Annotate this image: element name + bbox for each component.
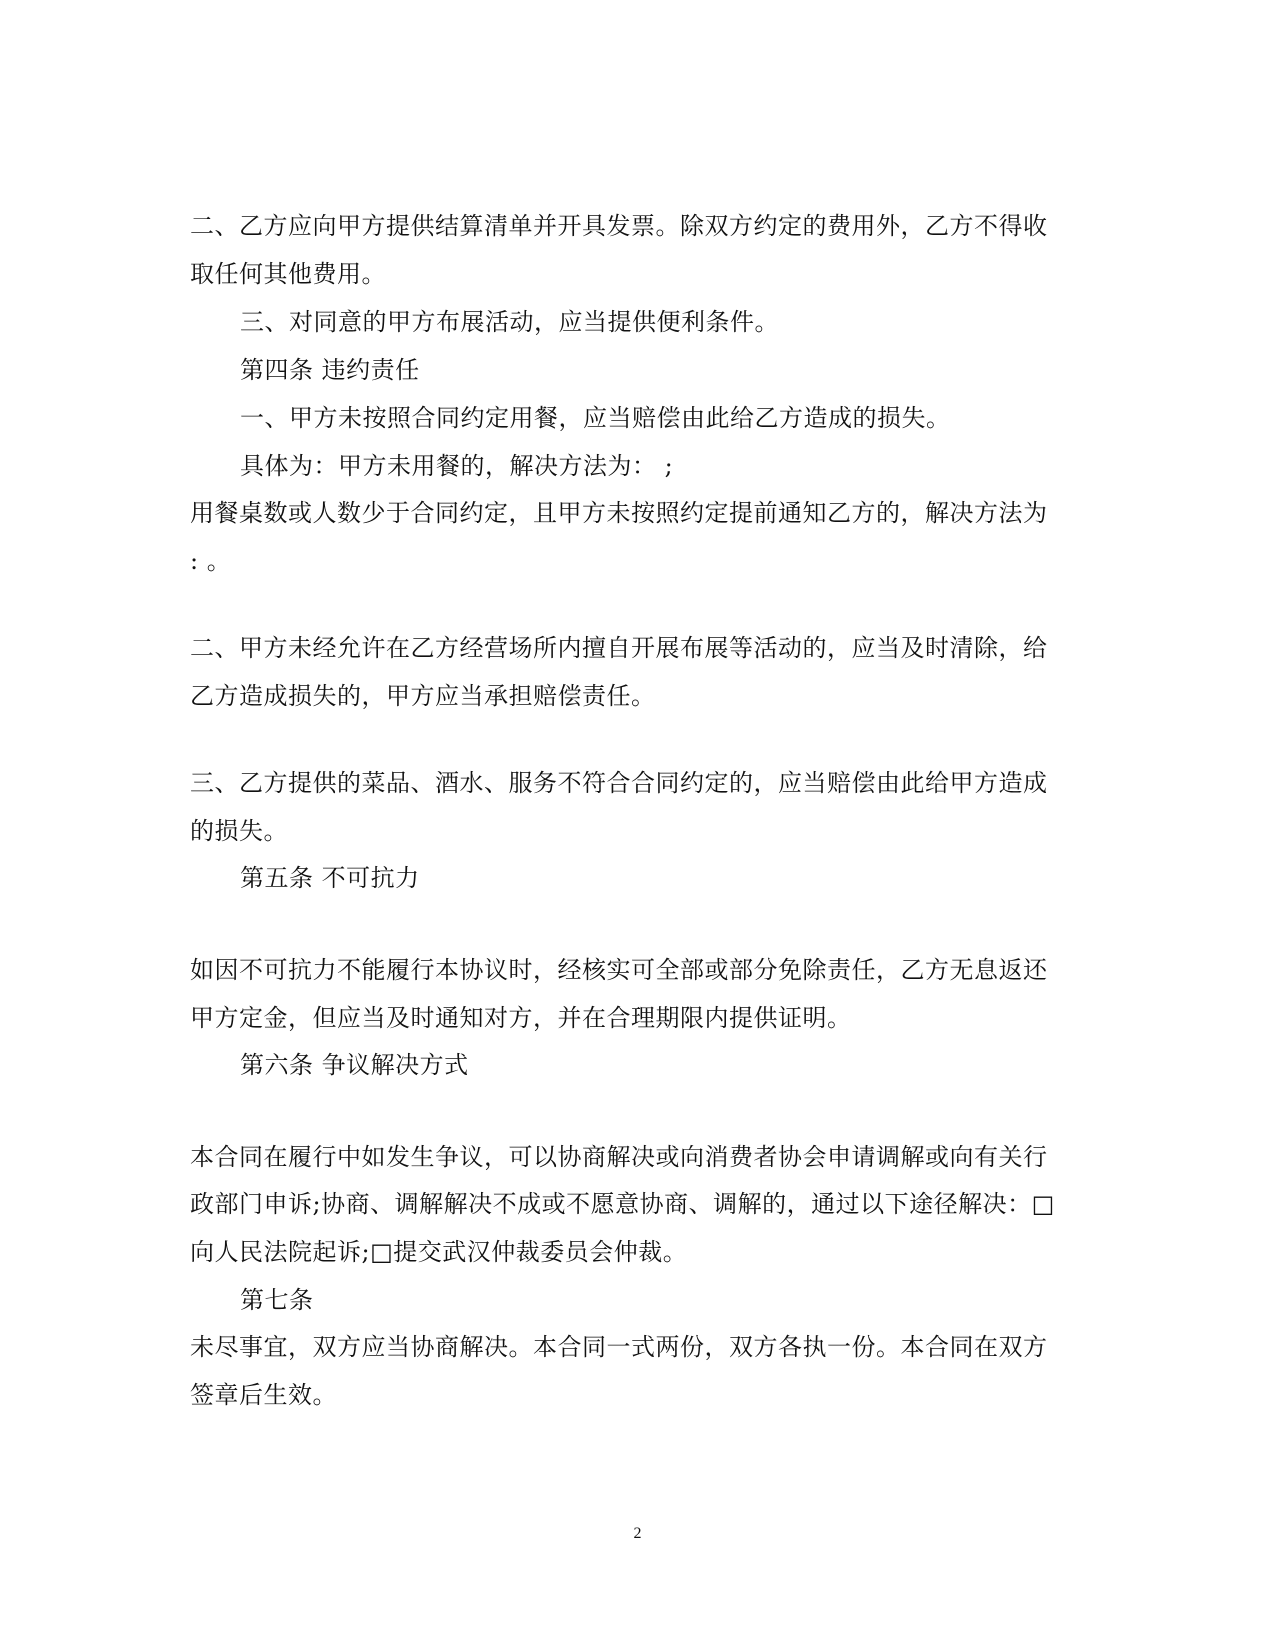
paragraph-line: 一、甲方未按照合同约定用餐，应当赔偿由此给乙方造成的损失。 [240, 404, 951, 432]
paragraph-line: 的损失。 [190, 817, 288, 845]
paragraph-line: 二、乙方应向甲方提供结算清单并开具发票。除双方约定的费用外，乙方不得收 [190, 212, 1048, 240]
paragraph-line: 乙方造成损失的，甲方应当承担赔偿责任。 [190, 682, 656, 710]
paragraph-line: 政部门申诉;协商、调解解决不成或不愿意协商、调解的，通过以下途径解决：□ [190, 1190, 1055, 1218]
paragraph-line: 用餐桌数或人数少于合同约定，且甲方未按照约定提前通知乙方的，解决方法为 [190, 499, 1048, 527]
paragraph-line: 甲方定金，但应当及时通知对方，并在合理期限内提供证明。 [190, 1004, 852, 1032]
section-heading: 第六条 争议解决方式 [240, 1051, 469, 1079]
section-heading: 第四条 违约责任 [240, 356, 420, 384]
paragraph-line: 如因不可抗力不能履行本协议时，经核实可全部或部分免除责任，乙方无息返还 [190, 956, 1048, 984]
paragraph-line: 三、对同意的甲方布展活动，应当提供便利条件。 [240, 308, 779, 336]
paragraph-line: 具体为：甲方未用餐的，解决方法为： ; [240, 452, 674, 480]
page-number: 2 [633, 1525, 642, 1542]
paragraph-line: 未尽事宜，双方应当协商解决。本合同一式两份，双方各执一份。本合同在双方 [190, 1333, 1048, 1361]
section-heading: 第七条 [240, 1286, 314, 1314]
paragraph-line: 本合同在履行中如发生争议，可以协商解决或向消费者协会申请调解或向有关行 [190, 1143, 1048, 1171]
paragraph-line: 三、乙方提供的菜品、酒水、服务不符合合同约定的，应当赔偿由此给甲方造成 [190, 769, 1048, 797]
paragraph-line: : 。 [190, 547, 232, 575]
paragraph-line: 签章后生效。 [190, 1381, 337, 1409]
paragraph-line: 二、甲方未经允许在乙方经营场所内擅自开展布展等活动的，应当及时清除，给 [190, 634, 1048, 662]
paragraph-line: 向人民法院起诉;□提交武汉仲裁委员会仲裁。 [190, 1238, 688, 1266]
section-heading: 第五条 不可抗力 [240, 864, 420, 892]
paragraph-line: 取任何其他费用。 [190, 260, 386, 288]
